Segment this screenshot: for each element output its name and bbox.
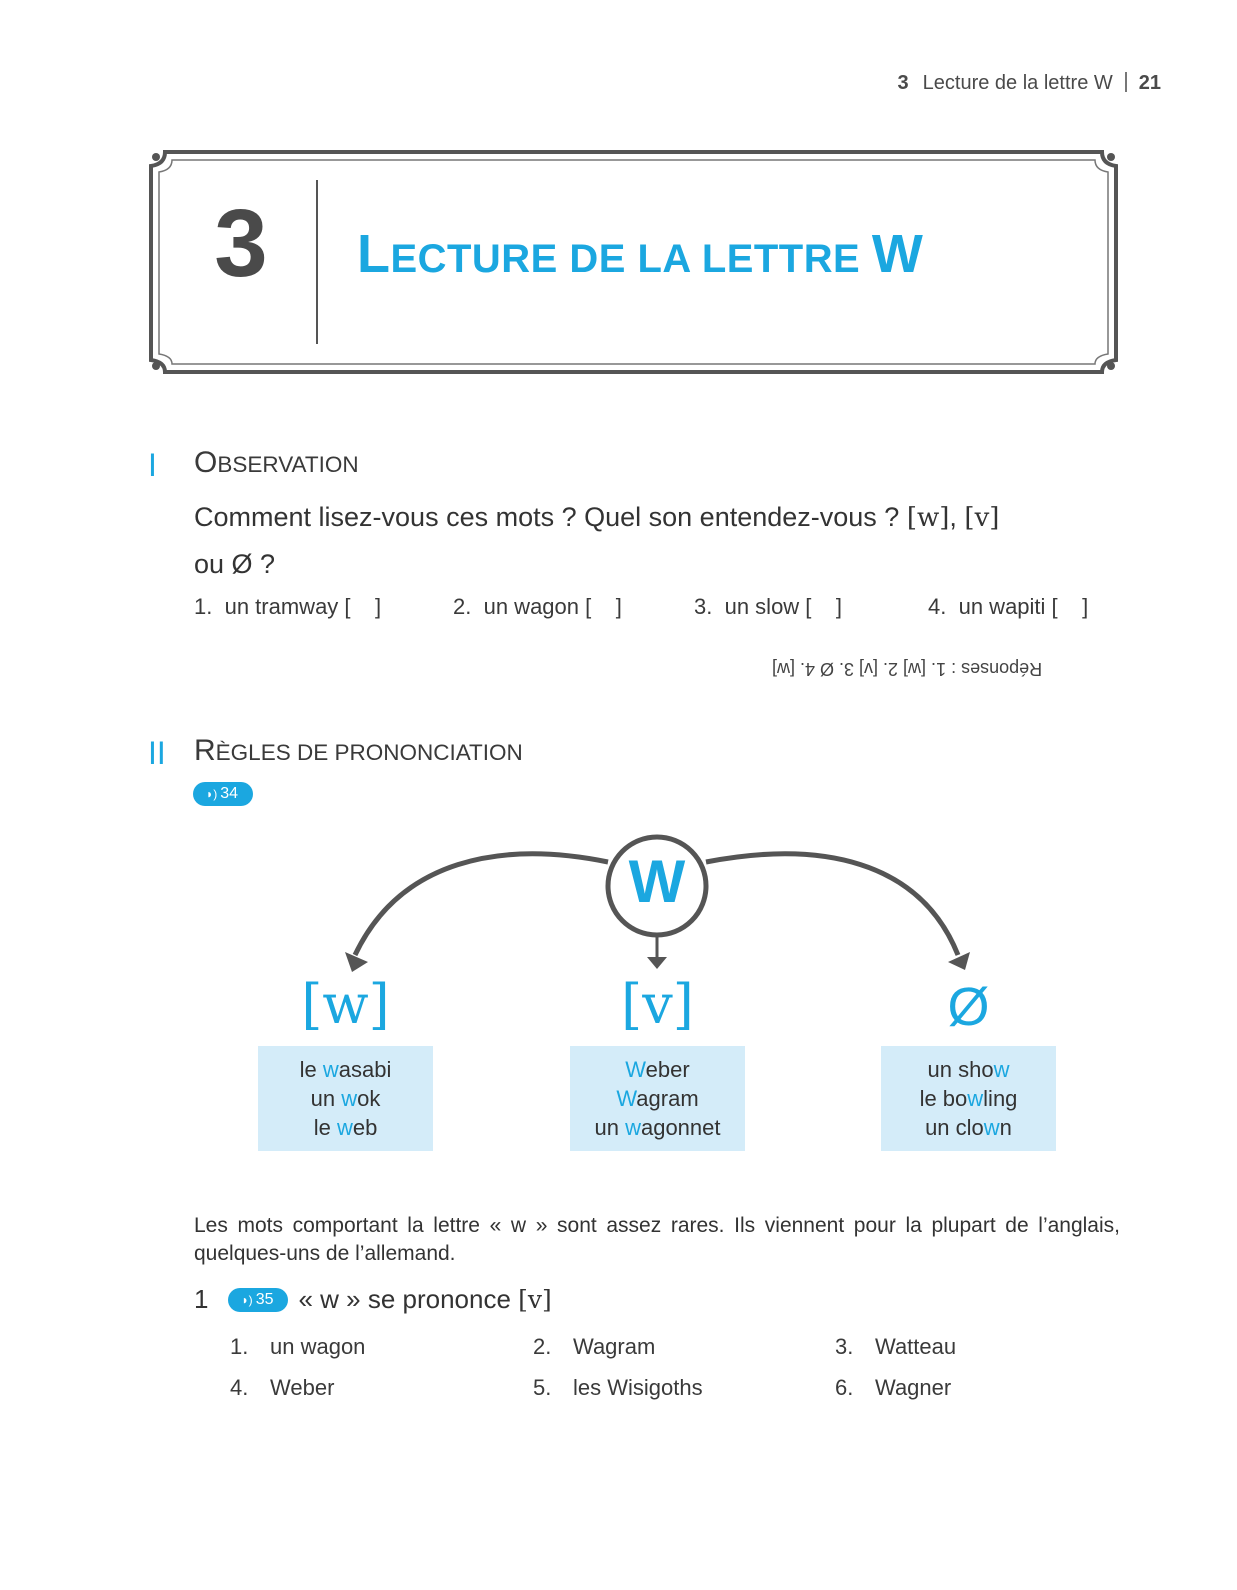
example-word: un clown [925,1115,1012,1140]
rules-paragraph: Les mots comportant la lettre « w » sont assez rares. Ils viennent pour la plupart de l’anglais, quelques-uns de l’allemand. [194,1214,1120,1265]
example-word: un show [927,1057,1010,1082]
exercise-num: 4. [928,594,947,619]
example-word: Weber [625,1057,690,1082]
example-word: le web [313,1115,378,1140]
center-letter-w: W [628,848,686,915]
rule-number: 1 [194,1284,209,1314]
chapter-title-smallcaps: ECTURE DE LA LETTRE [390,237,872,281]
header-chapter-title: Lecture de la lettre W [922,72,1113,94]
upside-down-answers: Réponses : 1. [w] 2. [v] 3. Ø 4. [w] [772,659,1043,679]
phoneme-heading: [w] [301,973,390,1036]
example-word: Wagram [616,1086,699,1111]
word-item: 6. Wagner [835,1375,952,1400]
word-item: 5. les Wisigoths [533,1375,703,1400]
phoneme-w: [w] [906,503,950,533]
example-box-silent [881,1046,1056,1151]
example-word: un wagonnet [594,1115,721,1140]
phoneme-v: [v] [964,503,1000,533]
rule-text: « w » se prononce [298,1284,511,1314]
section-title-rest: BSERVATION [217,452,359,477]
phoneme-heading: [v] [621,973,694,1036]
exercise-bracket: ] [374,594,382,619]
section-title-rest: ÈGLES DE PRONONCIATION [215,740,523,765]
question-end: ou Ø ? [194,549,276,579]
question-text: Comment lisez-vous ces mots ? Quel son entendez-vous ? [194,502,900,532]
exercise-text: un wagon [ [483,594,592,619]
example-box-v [570,1046,745,1151]
exercise-bracket: ] [1082,594,1089,619]
question-comma: , [949,502,957,532]
example-word: le bowling [919,1086,1018,1111]
audio-track-number: 34 [220,785,239,802]
section-title-initial: R [194,734,216,767]
word-item: 3. Watteau [835,1334,957,1359]
audio-badge-35[interactable] [228,1288,288,1312]
exercise-text: un slow [ [724,594,812,619]
word-item: 4. Weber [230,1375,335,1400]
exercise-text: un wapiti [ [958,594,1058,619]
audio-track-number: 35 [255,1290,274,1308]
audio-icon: ◗) [205,787,218,801]
chapter-title-letter: W [871,224,924,284]
rule-phoneme: [v] [518,1285,552,1314]
section-marker-rules: II [148,735,166,771]
section-title-initial: O [194,446,218,479]
exercise-text: un tramway [ [224,594,351,619]
chapter-number: 3 [214,190,268,297]
exercise-bracket: ] [835,594,842,619]
exercise-bracket: ] [615,594,622,619]
page-number: 21 [1138,72,1161,94]
exercise-num: 3. [694,594,713,619]
exercise-num: 2. [453,594,472,619]
example-word: le wasabi [299,1057,392,1082]
exercise-num: 1. [194,594,213,619]
phoneme-heading: Ø [947,977,990,1037]
audio-icon: ◗) [241,1292,253,1307]
chapter-title-initial: L [357,224,391,284]
header-chapter-number: 3 [897,72,909,94]
word-item: 2. Wagram [533,1334,656,1359]
example-box-w [258,1046,433,1151]
section-marker-observation: I [148,447,157,483]
word-item: 1. un wagon [230,1334,366,1359]
example-word: un wok [310,1086,381,1111]
rule-1-heading [194,1284,552,1315]
